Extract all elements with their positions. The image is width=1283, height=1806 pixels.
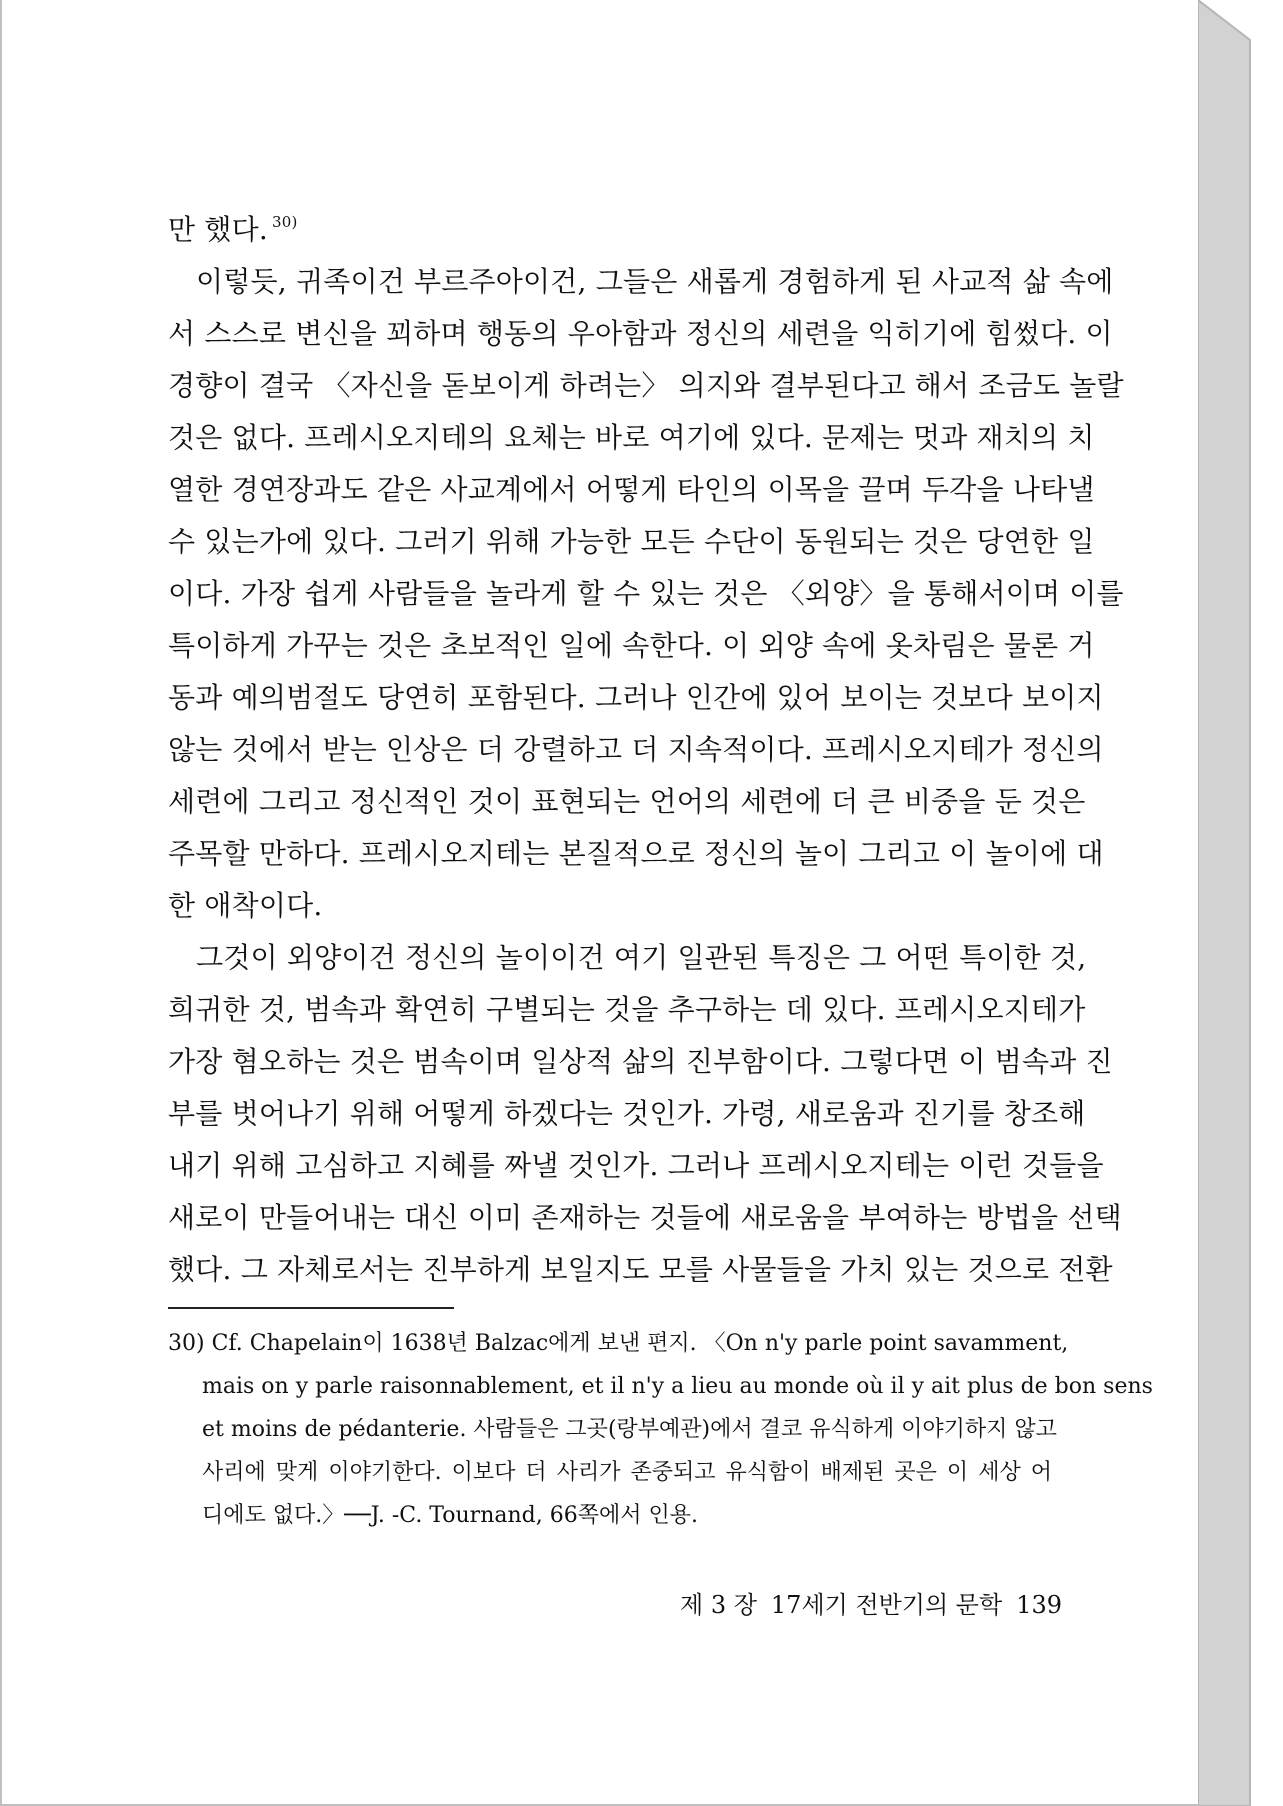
- body-line: 이렇듯, 귀족이건 부르주아이건, 그들은 새롭게 경험하게 된 사교적 삶 속에: [196, 265, 1114, 298]
- body-line: 부를 벗어나기 위해 어떻게 하겠다는 것인가. 가령, 새로움과 진기를 창조해: [168, 1097, 1086, 1130]
- body-line: 그것이 외양이건 정신의 놀이이건 여기 일관된 특징은 그 어떤 특이한 것,: [196, 941, 1087, 974]
- body-line: 서 스스로 변신을 꾀하며 행동의 우아함과 정신의 세련을 익히기에 힘썼다. 이: [168, 317, 1113, 350]
- body-line: 동과 예의범절도 당연히 포함된다. 그러나 인간에 있어 보이는 것보다 보이지: [168, 681, 1104, 714]
- body-line: 가장 혐오하는 것은 범속이며 일상적 삶의 진부함이다. 그렇다면 이 범속과 진: [168, 1045, 1113, 1078]
- footnote: [168, 1322, 1153, 1537]
- page-side-edge: [1198, 0, 1250, 1806]
- body-line: 했다. 그 자체로서는 진부하게 보일지도 모를 사물들을 가치 있는 것으로 전환: [168, 1253, 1113, 1286]
- running-footer: [680, 1585, 1062, 1620]
- body-line: 세련에 그리고 정신적인 것이 표현되는 언어의 세련에 더 큰 비중을 둔 것은: [168, 785, 1086, 818]
- body-line: 내기 위해 고심하고 지혜를 짜낼 것인가. 그러나 프레시오지테는 이런 것들을: [168, 1149, 1104, 1182]
- body-line: 희귀한 것, 범속과 확연히 구별되는 것을 추구하는 데 있다. 프레시오지테가: [168, 993, 1086, 1026]
- body-line: 만 했다. $^{30)}$: [168, 213, 298, 246]
- footnote-divider: [168, 1307, 454, 1309]
- body-line: 열한 경연장과도 같은 사교계에서 어떻게 타인의 이목을 끌며 두각을 나타낼: [168, 473, 1095, 506]
- body-line: 수 있는가에 있다. 그러기 위해 가능한 모든 수단이 동원되는 것은 당연한 일: [168, 525, 1095, 558]
- body-line: 이다. 가장 쉽게 사람들을 놀라게 할 수 있는 것은 〈외양〉을 통해서이며 이를: [168, 577, 1124, 610]
- body-line: 한 애착이다.: [168, 889, 323, 922]
- body-line: 주목할 만하다. 프레시오지테는 본질적으로 정신의 놀이 그리고 이 놀이에 대: [168, 837, 1104, 870]
- footnote-line: 디에도 없다.〉──J. -C. Tournand, 66쪽에서 인용.: [202, 1503, 698, 1528]
- body-line: 특이하게 가꾸는 것은 초보적인 일에 속한다. 이 외양 속에 옷차림은 물론 거: [168, 629, 1095, 662]
- body-text: [168, 196, 1124, 1296]
- body-line: 경향이 결국 〈자신을 돋보이게 하려는〉 의지와 결부된다고 해서 조금도 놀랄: [168, 369, 1124, 402]
- footnote-line: 30) Cf. Chapelain이 1638년 Balzac에게 보낸 편지. 〈On n'y parle point savamment,: [168, 1331, 1069, 1356]
- body-line: 않는 것에서 받는 인상은 더 강렬하고 더 지속적이다. 프레시오지테가 정신의: [168, 733, 1104, 766]
- chapter-label: 제 3 장: [680, 1591, 757, 1619]
- footnote-reference: 30): [271, 213, 298, 231]
- page-number: 139: [1016, 1591, 1062, 1619]
- footnote-line: et moins de pédanterie. 사람들은 그곳(랑부예관)에서 결코 유식하게 이야기하지 않고: [202, 1417, 1057, 1442]
- footnote-line: 사리에 맞게 이야기한다. 이보다 더 사리가 존중되고 유식함이 배제된 곳은 이 세상 어: [202, 1460, 1052, 1485]
- footnote-line: mais on y parle raisonnablement, et il n'y a lieu au monde où il y ait plus de bon sens: [202, 1374, 1153, 1399]
- chapter-title: 17세기 전반기의 문학: [770, 1591, 1003, 1619]
- body-line: 것은 없다. 프레시오지테의 요체는 바로 여기에 있다. 문제는 멋과 재치의 치: [168, 421, 1095, 454]
- body-line: 새로이 만들어내는 대신 이미 존재하는 것들에 새로움을 부여하는 방법을 선택: [168, 1201, 1122, 1234]
